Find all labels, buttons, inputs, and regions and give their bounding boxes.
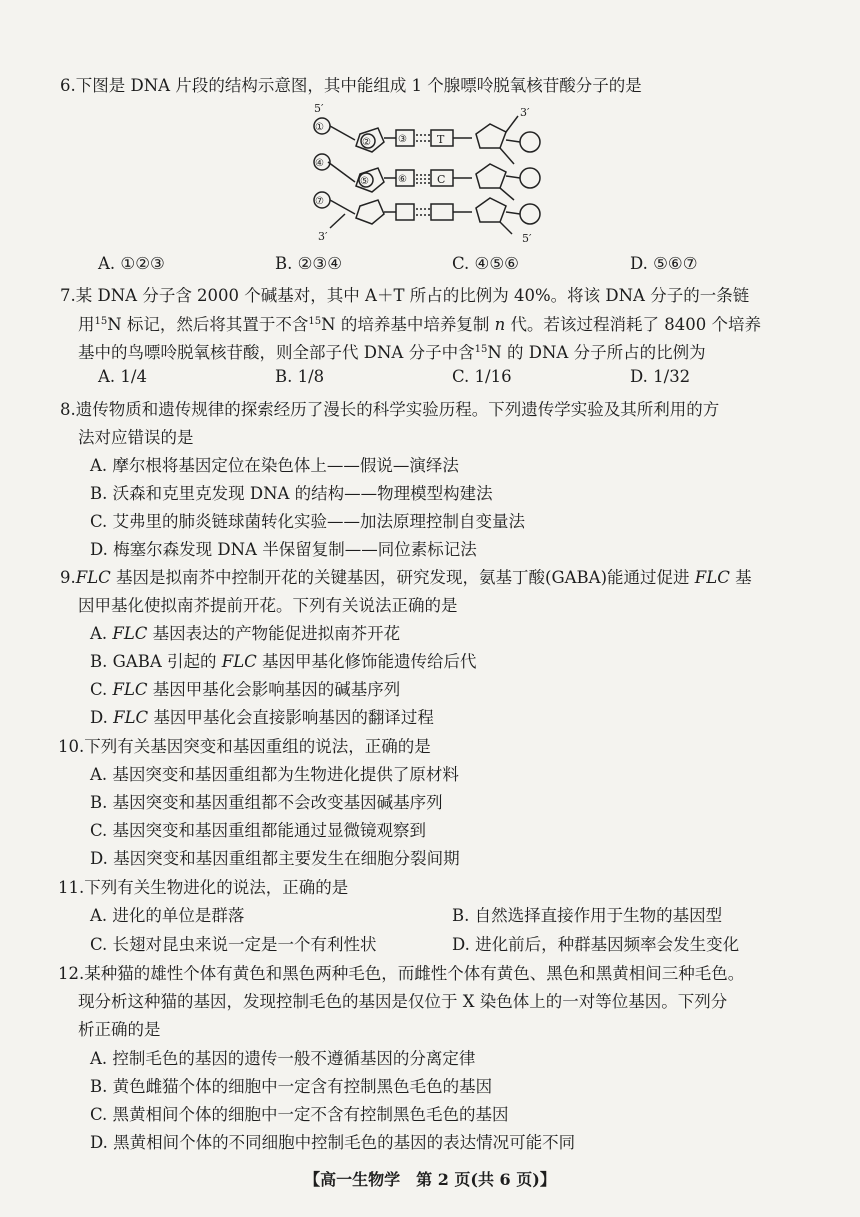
q8-option-a[interactable]: A. 摩尔根将基因定位在染色体上——假说—演绎法 xyxy=(90,456,459,475)
label-3prime-bottom: 3′ xyxy=(318,230,328,243)
q6-option-d[interactable]: D. ⑤⑥⑦ xyxy=(630,254,698,273)
dna-structure-diagram xyxy=(300,102,560,247)
q12-line1: 12.某种猫的雄性个体有黄色和黑色两种毛色，而雌性个体有黄色、黑色和黑黄相间三种毛色。 xyxy=(58,964,745,983)
q7-option-d[interactable]: D. 1/32 xyxy=(630,367,691,386)
q11-option-a[interactable]: A. 进化的单位是群落 xyxy=(90,906,245,925)
base-T: T xyxy=(437,133,445,146)
svg-text:⑦: ⑦ xyxy=(315,196,324,207)
svg-text:④: ④ xyxy=(315,158,324,169)
q12-option-d[interactable]: D. 黑黄相间个体的不同细胞中控制毛色的基因的表达情况可能不同 xyxy=(90,1133,576,1152)
q6-stem: 6.下图是 DNA 片段的结构示意图，其中能组成 1 个腺嘌呤脱氧核苷酸分子的是 xyxy=(60,76,642,95)
q6-option-c[interactable]: C. ④⑤⑥ xyxy=(452,254,519,273)
q8-line1: 8.遗传物质和遗传规律的探索经历了漫长的科学实验历程。下列遗传学实验及其所利用的方 xyxy=(60,400,720,419)
q9-line2: 因甲基化使拟南芥提前开花。下列有关说法正确的是 xyxy=(78,596,458,615)
svg-text:③: ③ xyxy=(398,134,407,145)
q10-stem: 10.下列有关基因突变和基因重组的说法，正确的是 xyxy=(58,737,431,756)
q8-option-b[interactable]: B. 沃森和克里克发现 DNA 的结构——物理模型构建法 xyxy=(90,484,493,503)
q11-stem: 11.下列有关生物进化的说法，正确的是 xyxy=(58,878,349,897)
q6-option-b[interactable]: B. ②③④ xyxy=(275,254,342,273)
svg-text:②: ② xyxy=(362,137,371,148)
q6-option-a[interactable]: A. ①②③ xyxy=(98,254,165,273)
q12-option-a[interactable]: A. 控制毛色的基因的遗传一般不遵循基因的分离定律 xyxy=(90,1049,476,1068)
q8-option-d[interactable]: D. 梅塞尔森发现 DNA 半保留复制——同位素标记法 xyxy=(90,540,477,559)
q7-line2: 用$^{15}$N 标记，然后将其置于不含$^{15}$N 的培养基中培养复制 n 代。若该过程消耗了 8400 个培养 xyxy=(78,315,761,334)
q12-line3: 析正确的是 xyxy=(78,1020,161,1039)
q7-line3: 基中的鸟嘌呤脱氧核苷酸，则全部子代 DNA 分子中含$^{15}$N 的 DNA 分子所占的比例为 xyxy=(78,343,706,362)
q11-option-d[interactable]: D. 进化前后，种群基因频率会发生变化 xyxy=(452,935,740,954)
q8-option-c[interactable]: C. 艾弗里的肺炎链球菌转化实验——加法原理控制自变量法 xyxy=(90,512,526,531)
q10-option-c[interactable]: C. 基因突变和基因重组都能通过显微镜观察到 xyxy=(90,821,427,840)
q9-option-d[interactable]: D. FLC 基因甲基化会直接影响基因的翻译过程 xyxy=(90,708,434,727)
page-footer: 【高一生物学 第 2 页(共 6 页)】 xyxy=(304,1170,556,1189)
q9-option-a[interactable]: A. FLC 基因表达的产物能促进拟南芥开花 xyxy=(90,624,401,643)
q9-option-c[interactable]: C. FLC 基因甲基化会影响基因的碱基序列 xyxy=(90,680,401,699)
label-5prime-top: 5′ xyxy=(314,102,324,115)
q12-option-c[interactable]: C. 黑黄相间个体的细胞中一定不含有控制黑色毛色的基因 xyxy=(90,1105,509,1124)
q9-option-b[interactable]: B. GABA 引起的 FLC 基因甲基化修饰能遗传给后代 xyxy=(90,652,477,671)
q11-option-c[interactable]: C. 长翅对昆虫来说一定是一个有利性状 xyxy=(90,935,377,954)
q7-option-b[interactable]: B. 1/8 xyxy=(275,367,325,386)
svg-text:①: ① xyxy=(315,122,324,133)
label-5prime-bottom: 5′ xyxy=(522,232,532,245)
q7-line1: 7.某 DNA 分子含 2000 个碱基对，其中 A＋T 所占的比例为 40%。将该 DNA 分子的一条链 xyxy=(60,286,750,305)
q9-line1: 9.FLC 基因是拟南芥中控制开花的关键基因，研究发现，氨基丁酸(GABA)能通过促进 FLC 基 xyxy=(60,568,752,587)
q11-option-b[interactable]: B. 自然选择直接作用于生物的基因型 xyxy=(452,906,723,925)
svg-text:⑥: ⑥ xyxy=(398,174,407,185)
q10-option-d[interactable]: D. 基因突变和基因重组都主要发生在细胞分裂间期 xyxy=(90,849,460,868)
q7-option-c[interactable]: C. 1/16 xyxy=(452,367,512,386)
q8-line2: 法对应错误的是 xyxy=(78,428,194,447)
q12-line2: 现分析这种猫的基因，发现控制毛色的基因是仅位于 X 染色体上的一对等位基因。下列分 xyxy=(78,992,728,1011)
base-C: C xyxy=(437,173,446,186)
q12-option-b[interactable]: B. 黄色雌猫个体的细胞中一定含有控制黑色毛色的基因 xyxy=(90,1077,493,1096)
q10-option-a[interactable]: A. 基因突变和基因重组都为生物进化提供了原材料 xyxy=(90,765,459,784)
label-3prime-top: 3′ xyxy=(520,106,530,119)
q7-option-a[interactable]: A. 1/4 xyxy=(98,367,147,386)
q10-option-b[interactable]: B. 基因突变和基因重组都不会改变基因碱基序列 xyxy=(90,793,443,812)
svg-text:⑤: ⑤ xyxy=(360,176,369,187)
